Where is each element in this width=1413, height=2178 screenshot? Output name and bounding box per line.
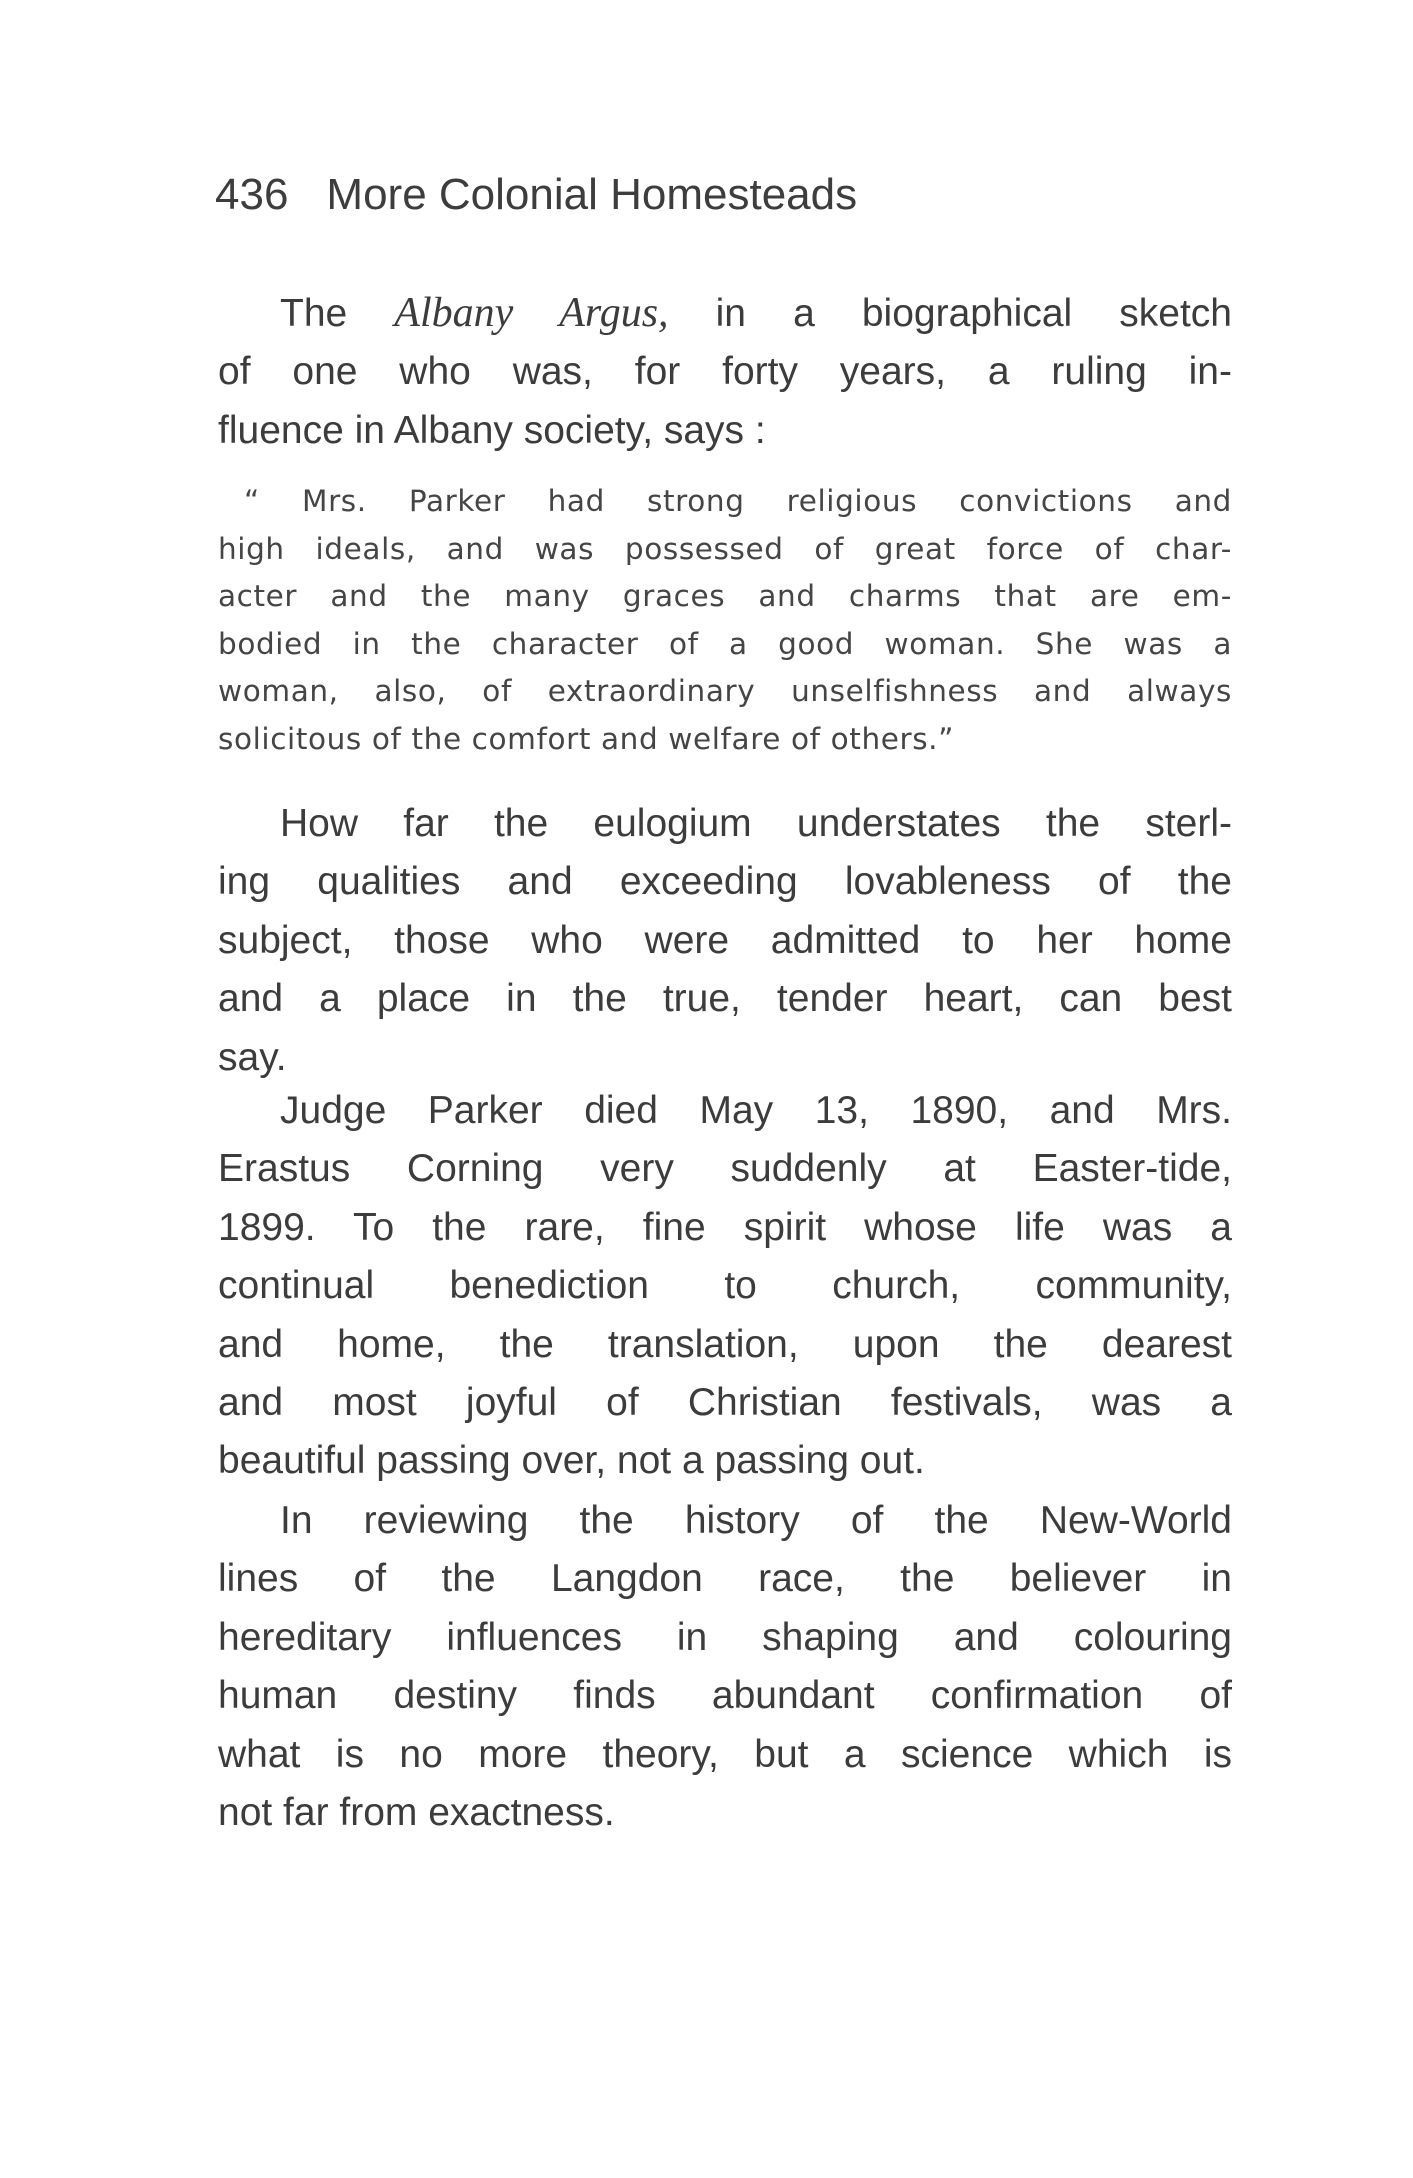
newspaper-title: Albany Argus, bbox=[394, 290, 669, 336]
text-line: hereditary influences in shaping and colouring bbox=[218, 1615, 1232, 1659]
quote-line: bodied in the character of a good woman. She was a bbox=[218, 626, 1232, 661]
text-line: what is no more theory, but a science which is bbox=[218, 1732, 1232, 1776]
text-line: Erastus Corning very suddenly at Easter-tide, bbox=[218, 1147, 1232, 1191]
text-line: subject, those who were admitted to her home bbox=[218, 918, 1232, 962]
paragraph-langdon-race bbox=[218, 1492, 1232, 1842]
text-line: Judge Parker died May 13, 1890, and Mrs. bbox=[280, 1089, 1232, 1132]
text-line: and home, the translation, upon the dearest bbox=[218, 1322, 1232, 1366]
text-line: beautiful passing over, not a passing out. bbox=[218, 1439, 925, 1483]
text-line: The Albany Argus, in a biographical sketch bbox=[280, 290, 1232, 336]
quote-line: acter and the many graces and charms that are em- bbox=[218, 579, 1232, 614]
text-line: continual benediction to church, community, bbox=[218, 1264, 1232, 1308]
text-line: ing qualities and exceeding lovableness of the bbox=[218, 860, 1232, 904]
quote-line: solicitous of the comfort and welfare of others.” bbox=[218, 721, 955, 756]
running-head bbox=[215, 165, 1235, 225]
text-line: say. bbox=[218, 1035, 287, 1079]
block-quote bbox=[218, 478, 1232, 764]
text-line: not far from exactness. bbox=[218, 1791, 615, 1835]
text-line: and most joyful of Christian festivals, was a bbox=[218, 1381, 1232, 1425]
text-line: of one who was, for forty years, a ruling in- bbox=[218, 350, 1232, 394]
text-line: human destiny finds abundant confirmation of bbox=[218, 1674, 1232, 1718]
quote-line: woman, also, of extraordinary unselfishness and always bbox=[218, 674, 1232, 709]
paragraph-eulogium bbox=[218, 795, 1232, 1087]
running-title: More Colonial Homesteads bbox=[326, 170, 858, 219]
intro-paragraph bbox=[218, 284, 1232, 460]
page-number: 436 bbox=[215, 170, 289, 219]
quote-line: “ Mrs. Parker had strong religious convictions and bbox=[244, 484, 1232, 518]
text-line: In reviewing the history of the New-World bbox=[280, 1499, 1232, 1542]
text-line: How far the eulogium understates the sterl- bbox=[280, 802, 1232, 845]
quote-line: high ideals, and was possessed of great force of char- bbox=[218, 531, 1232, 566]
text-line: and a place in the true, tender heart, can best bbox=[218, 977, 1232, 1021]
paragraph-judge-parker bbox=[218, 1082, 1232, 1491]
text-line: 1899. To the rare, fine spirit whose life was a bbox=[218, 1205, 1232, 1249]
text-line: lines of the Langdon race, the believer in bbox=[218, 1557, 1232, 1601]
text-line: fluence in Albany society, says : bbox=[218, 408, 766, 452]
